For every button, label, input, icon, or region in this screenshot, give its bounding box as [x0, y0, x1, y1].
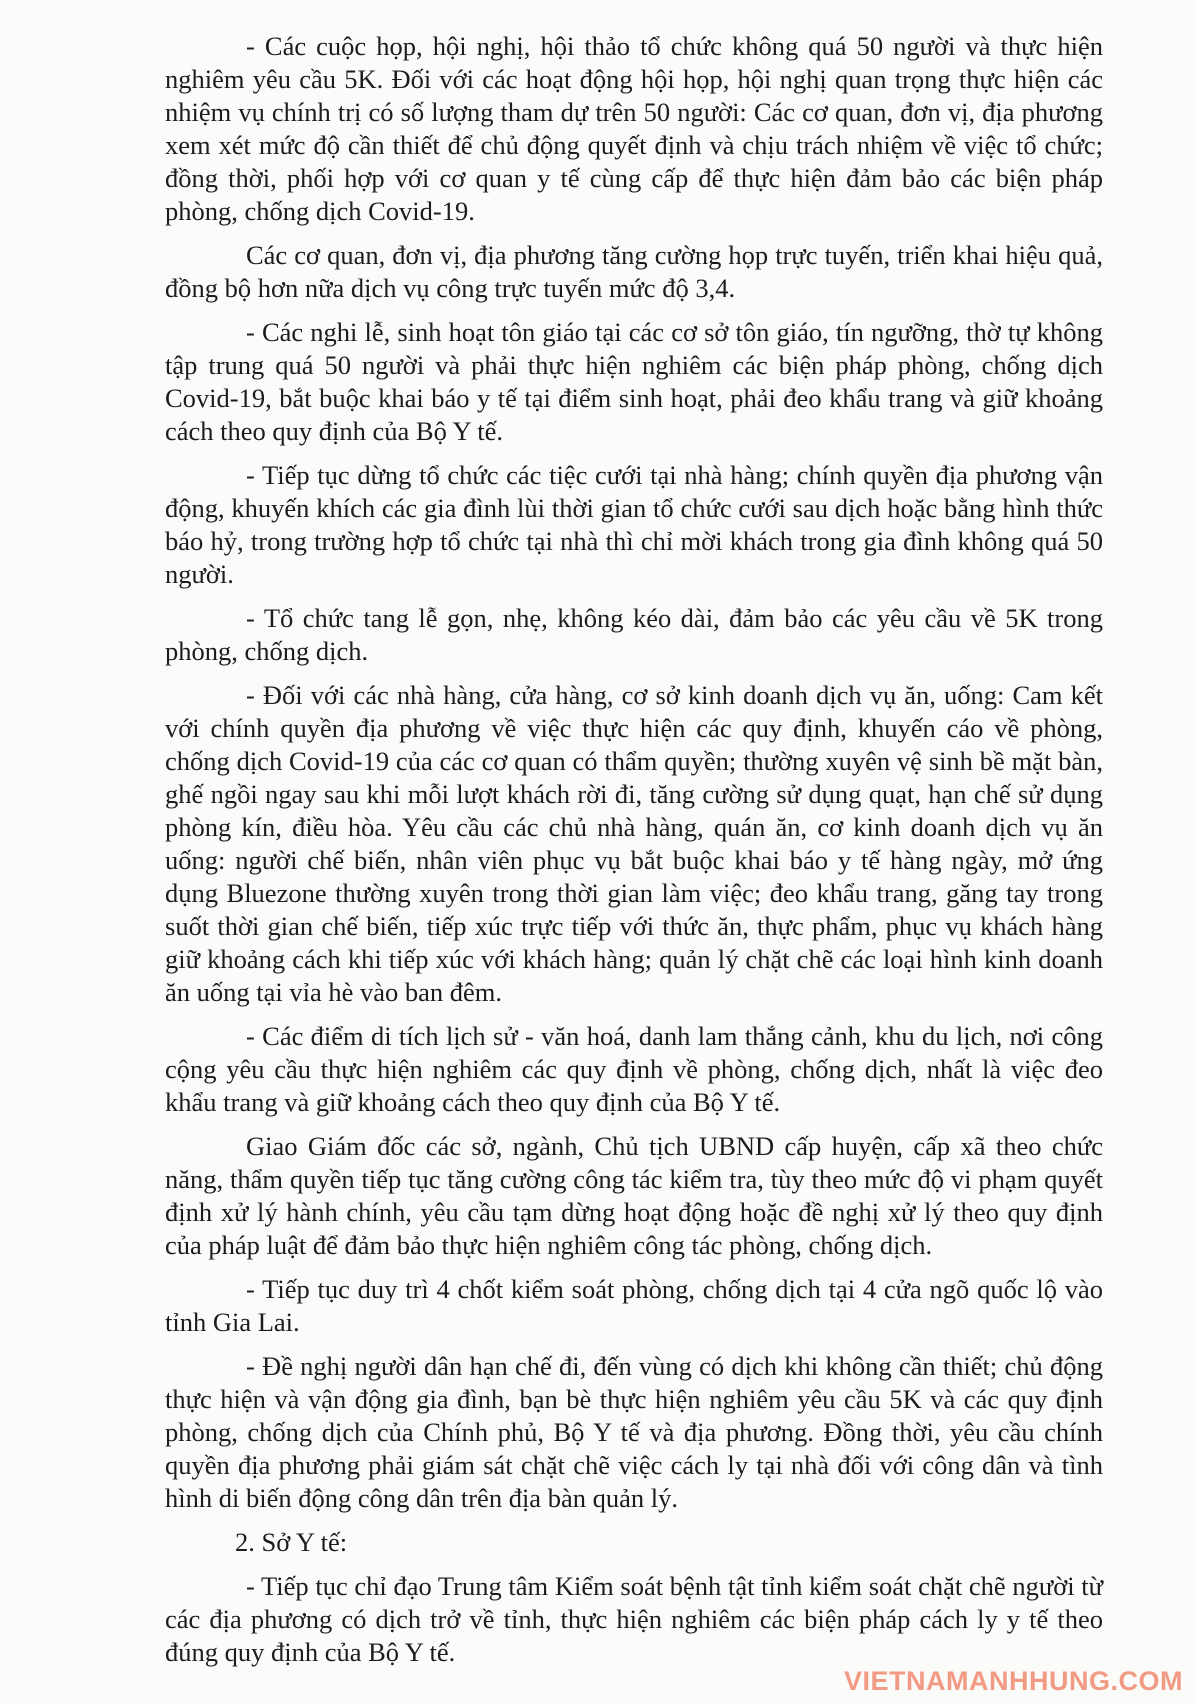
paragraph-health-department: - Tiếp tục chỉ đạo Trung tâm Kiểm soát bệnh tật tỉnh kiểm soát chặt chẽ người từ các địa phương có dịch trở về tỉnh, thực hiện nghiêm các biện pháp cách ly y tế theo đúng quy định của Bộ Y tế.: [165, 1571, 1103, 1667]
section-heading: 2. Sở Y tế:: [235, 1527, 348, 1557]
paragraph-inspection: Giao Giám đốc các sở, ngành, Chủ tịch UBND cấp huyện, cấp xã theo chức năng, thẩm quyền tiếp tục tăng cường công tác kiểm tra, tùy theo mức độ vi phạm quyết định xử lý hành chính, yêu cầu tạm dừng hoạt động hoặc đề nghị xử lý theo quy định của pháp luật để đảm bảo thực hiện nghiêm công tác phòng, chống dịch.: [165, 1131, 1103, 1260]
document-body: [165, 30, 1103, 1680]
paragraph-checkpoints: - Tiếp tục duy trì 4 chốt kiểm soát phòng, chống dịch tại 4 cửa ngõ quốc lộ vào tỉnh Gia Lai.: [165, 1274, 1103, 1337]
paragraph-weddings: - Tiếp tục dừng tổ chức các tiệc cưới tại nhà hàng; chính quyền địa phương vận động, khuyến khích các gia đình lùi thời gian tổ chức cưới sau dịch hoặc bằng hình thức báo hỷ, trong trường hợp tổ chức tại nhà thì chỉ mời khách trong gia đình không quá 50 người.: [165, 460, 1103, 589]
paragraph-religious-activities: - Các nghi lễ, sinh hoạt tôn giáo tại các cơ sở tôn giáo, tín ngưỡng, thờ tự không tập trung quá 50 người và phải thực hiện nghiêm các biện pháp phòng, chống dịch Covid-19, bắt buộc khai báo y tế tại điểm sinh hoạt, phải đeo khẩu trang và giữ khoảng cách theo quy định của Bộ Y tế.: [165, 317, 1103, 446]
paragraph-online-meetings: Các cơ quan, đơn vị, địa phương tăng cường họp trực tuyến, triển khai hiệu quả, đồng bộ hơn nữa dịch vụ công trực tuyến mức độ 3,4.: [165, 240, 1103, 303]
site-watermark: VIETNAMANHHUNG.COM: [844, 1666, 1183, 1696]
paragraph-citizens: - Đề nghị người dân hạn chế đi, đến vùng có dịch khi không cần thiết; chủ động thực hiện và vận động gia đình, bạn bè thực hiện nghiêm yêu cầu 5K và các quy định phòng, chống dịch của Chính phủ, Bộ Y tế và địa phương. Đồng thời, yêu cầu chính quyền địa phương phải giám sát chặt chẽ việc cách ly tại nhà đối với công dân và tình hình di biến động công dân trên địa bàn quản lý.: [165, 1351, 1103, 1513]
paragraph-restaurants: - Đối với các nhà hàng, cửa hàng, cơ sở kinh doanh dịch vụ ăn, uống: Cam kết với chính quyền địa phương về việc thực hiện các quy định, khuyến cáo về phòng, chống dịch Covid-19 của các cơ quan có thẩm quyền; thường xuyên vệ sinh bề mặt bàn, ghế ngồi ngay sau khi mỗi lượt khách rời đi, tăng cường sử dụng quạt, hạn chế sử dụng phòng kín, điều hòa. Yêu cầu các chủ nhà hàng, quán ăn, cơ kinh doanh dịch vụ ăn uống: người chế biến, nhân viên phục vụ bắt buộc khai báo y tế hàng ngày, mở ứng dụng Bluezone thường xuyên trong thời gian làm việc; đeo khẩu trang, găng tay trong suốt thời gian chế biến, tiếp xúc trực tiếp với thức ăn, thực phẩm, phục vụ khách hàng giữ khoảng cách khi tiếp xúc với khách hàng; quản lý chặt chẽ các loại hình kinh doanh ăn uống tại vỉa hè vào ban đêm.: [165, 680, 1103, 1007]
paragraph-funerals: - Tổ chức tang lễ gọn, nhẹ, không kéo dài, đảm bảo các yêu cầu về 5K trong phòng, chống dịch.: [165, 603, 1103, 666]
paragraph-historic-sites: - Các điểm di tích lịch sử - văn hoá, danh lam thắng cảnh, khu du lịch, nơi công cộng yêu cầu thực hiện nghiêm các quy định về phòng, chống dịch, nhất là việc đeo khẩu trang và giữ khoảng cách theo quy định của Bộ Y tế.: [165, 1021, 1103, 1117]
paragraph-meetings: - Các cuộc họp, hội nghị, hội thảo tổ chức không quá 50 người và thực hiện nghiêm yêu cầu 5K. Đối với các hoạt động hội họp, hội nghị quan trọng thực hiện các nhiệm vụ chính trị có số lượng tham dự trên 50 người: Các cơ quan, đơn vị, địa phương xem xét mức độ cần thiết để chủ động quyết định và chịu trách nhiệm về việc tổ chức; đồng thời, phối hợp với cơ quan y tế cùng cấp để thực hiện đảm bảo các biện pháp phòng, chống dịch Covid-19.: [165, 31, 1103, 226]
